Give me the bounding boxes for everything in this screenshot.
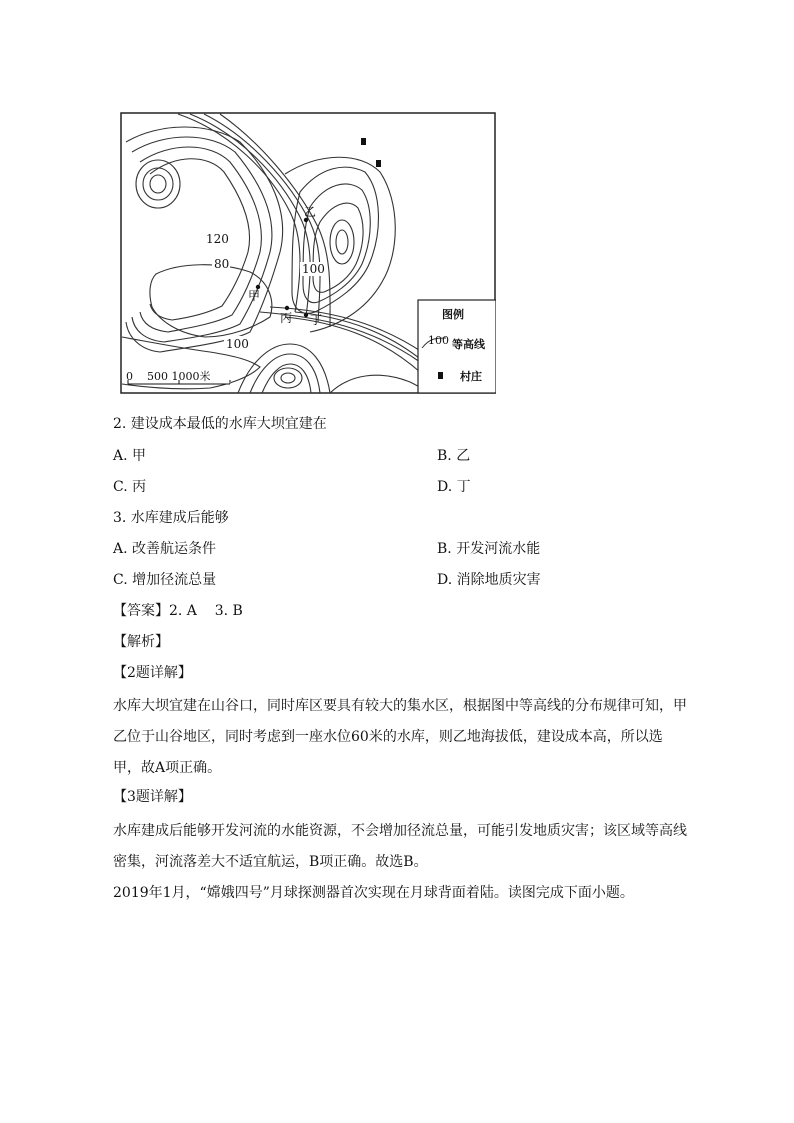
q3-option-c: C. 增加径流总量 — [113, 572, 217, 588]
q2-option-a: A. 甲 — [113, 448, 147, 464]
contour-label-100-east: 100 — [302, 262, 325, 276]
contour-label-100-south: 100 — [226, 337, 249, 351]
contour-label-80: 80 — [214, 257, 230, 271]
q3-stem: 3. 水库建成后能够 — [113, 510, 229, 526]
contour-map — [120, 112, 496, 394]
point-label-yi: 乙 — [304, 205, 317, 219]
point-label-jia: 甲 — [248, 289, 261, 303]
contour-label-120: 120 — [206, 232, 229, 246]
legend-village-text: 村庄 — [460, 370, 482, 383]
analysis-heading: 【解析】 — [113, 634, 169, 650]
legend-contour-text: 等高线 — [452, 338, 485, 351]
legend-contour-value: 100 — [428, 334, 449, 347]
point-ding — [304, 313, 308, 317]
point-label-ding: 丁 — [310, 313, 323, 327]
answer-line: 【答案】2. A 3. B — [113, 603, 243, 619]
point-label-bing: 丙 — [280, 311, 293, 325]
next-question-intro: 2019年1月，“嫦娥四号”月球探测器首次实现在月球背面着陆。读图完成下面小题。 — [113, 885, 634, 901]
q3-detail-heading: 【3题详解】 — [113, 789, 192, 805]
q3-option-d: D. 消除地质灾害 — [437, 572, 541, 588]
q3-detail-text: 水库建成后能够开发河流的水能资源，不会增加径流总量，可能引发地质灾害；该区域等高线密集，河流落差大不适宜航运，B项正确。故选B。 — [113, 823, 687, 870]
contour-map-svg — [120, 112, 496, 394]
village-marker — [376, 160, 381, 167]
q2-option-d: D. 丁 — [437, 479, 471, 495]
q3-option-b: B. 开发河流水能 — [437, 541, 541, 557]
village-marker — [361, 138, 366, 145]
legend-title: 图例 — [442, 308, 464, 321]
q2-detail-heading: 【2题详解】 — [113, 665, 192, 681]
q3-option-a: A. 改善航运条件 — [113, 541, 217, 557]
legend-village-icon — [438, 372, 443, 379]
q2-option-c: C. 丙 — [113, 479, 147, 495]
scale-label: 0 500 1000米 — [126, 370, 211, 383]
q2-detail-text: 水库大坝宜建在山谷口，同时库区要具有较大的集水区，根据图中等高线的分布规律可知，甲乙位于山谷地区，同时考虑到一座水位60米的水库，则乙地海拔低，建设成本高，所以选甲，故A项正确。 — [113, 698, 687, 776]
q2-option-b: B. 乙 — [437, 448, 471, 464]
q2-stem: 2. 建设成本最低的水库大坝宜建在 — [113, 416, 327, 432]
point-bing — [285, 306, 289, 310]
